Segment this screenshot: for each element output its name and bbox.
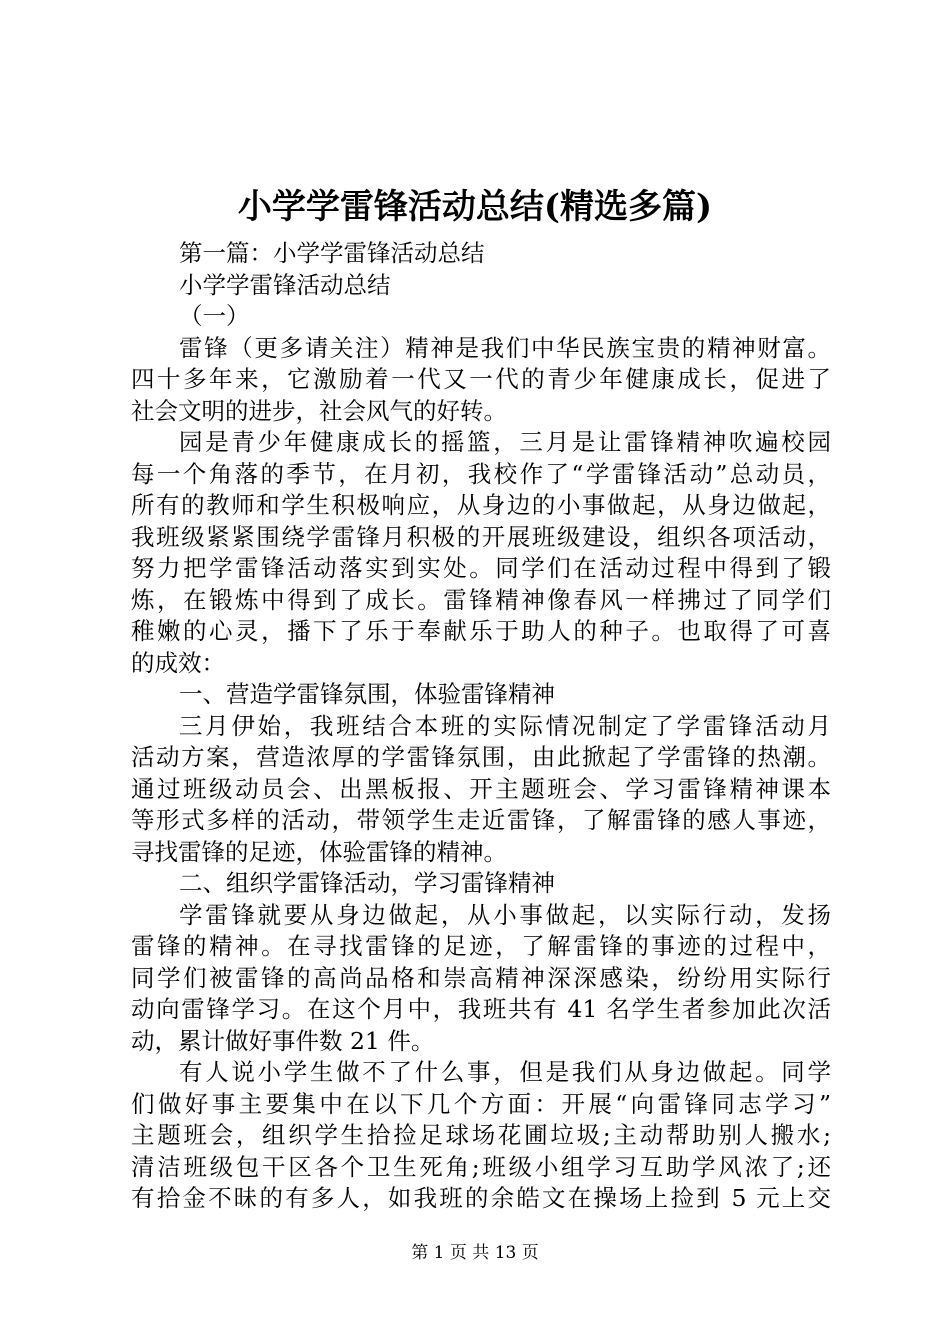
- body-line: 每一个角落的季节，在月初，我校作了“学雷锋活动”总动员，: [131, 459, 831, 488]
- body-line: 所有的教师和学生积极响应，从身边的小事做起，从身边做起，: [131, 491, 831, 519]
- document-title: 小学学雷锋活动总结(精选多篇): [237, 187, 713, 227]
- body-line: 的成效：: [131, 648, 225, 677]
- body-line: 主题班会，组织学生拾捡足球场花圃垃圾;主动帮助别人搬水;: [131, 1121, 831, 1149]
- body-line: 四十多年来，它激励着一代又一代的青少年健康成长，促进了: [131, 365, 831, 393]
- body-line: 清洁班级包干区各个卫生死角;班级小组学习互助学风浓了;还: [131, 1152, 831, 1181]
- body-line: 雷锋的精神。在寻找雷锋的足迹，了解雷锋的事迹的过程中，: [131, 932, 831, 960]
- body-line: 动，累计做好事件数 21 件。: [131, 1026, 435, 1055]
- body-line: 们做好事主要集中在以下几个方面：开展“向雷锋同志学习”: [131, 1089, 831, 1118]
- body-line: 社会文明的进步，社会风气的好转。: [131, 396, 507, 425]
- body-line: 稚嫩的心灵，播下了乐于奉献乐于助人的种子。也取得了可喜: [131, 617, 831, 645]
- body-line: 通过班级动员会、出黑板报、开主题班会、学习雷锋精神课本: [131, 774, 831, 803]
- page-footer: 第 1 页 共 13 页: [411, 1243, 539, 1263]
- body-line: 等形式多样的活动，带领学生走近雷锋，了解雷锋的感人事迹，: [131, 806, 831, 834]
- body-line: 有人说小学生做不了什么事，但是我们从身边做起。同学: [179, 1058, 831, 1086]
- document-body: [131, 238, 831, 1215]
- body-line: 活动方案，营造浓厚的学雷锋氛围，由此掀起了学雷锋的热潮。: [131, 743, 831, 771]
- body-line: 寻找雷锋的足迹，体验雷锋的精神。: [131, 837, 507, 866]
- body-line: 雷锋（更多请关注）精神是我们中华民族宝贵的精神财富。: [179, 333, 831, 362]
- body-line: 努力把学雷锋活动落实到实处。同学们在活动过程中得到了锻: [131, 554, 831, 582]
- body-line: 动向雷锋学习。在这个月中，我班共有 41 名学生者参加此次活: [131, 995, 831, 1023]
- body-line: 二、组织学雷锋活动，学习雷锋精神: [179, 869, 555, 897]
- body-line: 我班级紧紧围绕学雷锋月积极的开展班级建设，组织各项活动，: [131, 522, 831, 551]
- body-line: 一、营造学雷锋氛围，体验雷锋精神: [179, 680, 555, 708]
- body-line: 有拾金不昧的有多人，如我班的余皓文在操场上捡到 5 元上交: [131, 1184, 831, 1212]
- body-line: 园是青少年健康成长的摇篮，三月是让雷锋精神吹遍校园: [179, 428, 831, 456]
- body-line: 炼，在锻炼中得到了成长。雷锋精神像春风一样拂过了同学们: [131, 585, 831, 614]
- body-line: （一）: [179, 302, 250, 330]
- body-line: 小学学雷锋活动总结: [179, 270, 391, 299]
- body-line: 第一篇：小学学雷锋活动总结: [179, 239, 485, 267]
- body-line: 三月伊始，我班结合本班的实际情况制定了学雷锋活动月: [179, 711, 831, 740]
- body-line: 同学们被雷锋的高尚品格和崇高精神深深感染，纷纷用实际行: [131, 963, 831, 992]
- body-line: 学雷锋就要从身边做起，从小事做起，以实际行动，发扬: [179, 900, 831, 929]
